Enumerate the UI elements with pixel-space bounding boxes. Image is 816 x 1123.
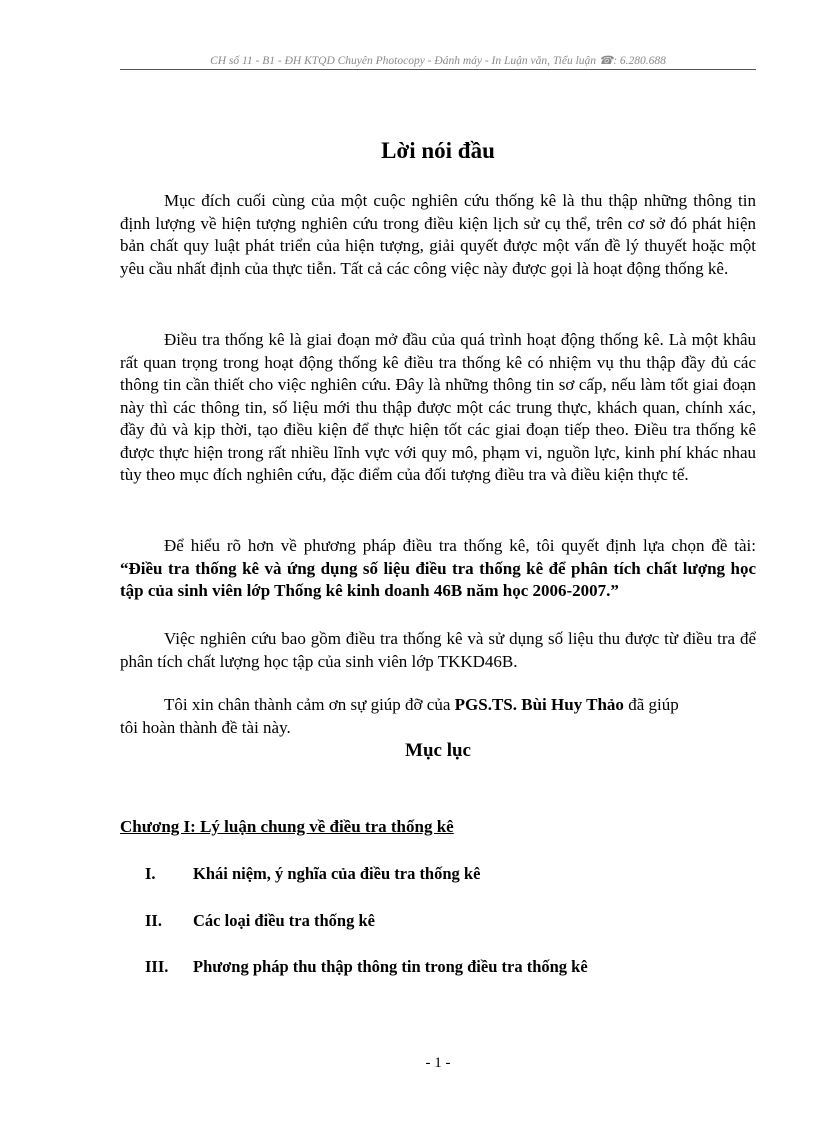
thanks-after: đã giúp <box>623 695 679 714</box>
toc-item-label: Phương pháp thu thập thông tin trong điều tra thống kê <box>193 957 588 976</box>
paragraph-survey: Điều tra thống kê là giai đoạn mở đầu của quá trình hoạt động thống kê. Là một khâu rất quan trọng trong hoạt động thống kê điều tra thống kê có nhiệm vụ thu thập đầy đủ các thông tin cần thiết cho việc nghiên cứu. Đây là những thông tin sơ cấp, nếu làm tốt giai đoạn này thì các thông tin, số liệu mới thu thập được một các trung thực, khách quan, chính xác, đầy đủ và kịp thời, tạo điều kiện để thực hiện tốt các giai đoạn tiếp theo. Điều tra thống kê được thực hiện trong rất nhiều lĩnh vực với quy mô, phạm vi, nguồn lực, kinh phí khác nhau tùy theo mục đích nghiên cứu, đặc điểm của đối tượng điều tra và điều kiện thực tế. <box>120 330 756 484</box>
page-title: Lời nói đầu <box>381 138 495 163</box>
toc-item-1 <box>145 864 480 884</box>
advisor-name: PGS.TS. Bùi Huy Thảo <box>454 695 624 714</box>
running-header: CH số 11 - B1 - ĐH KTQD Chuyên Photocopy - Đánh máy - In Luận văn, Tiểu luận ☎: 6.280.688 <box>210 55 666 67</box>
toc-item-label: Các loại điều tra thống kê <box>193 911 375 930</box>
paragraph-scope: Việc nghiên cứu bao gồm điều tra thống kê và sử dụng số liệu thu được từ điều tra để phân tích chất lượng học tập của sinh viên lớp TKKD46B. <box>120 629 756 671</box>
topic-title: “Điều tra thống kê và ứng dụng số liệu điều tra thống kê để phân tích chất lượng học tập của sinh viên lớp Thống kê kinh doanh 46B năm học 2006-2007.” <box>120 558 756 600</box>
toc-item-3 <box>145 957 588 977</box>
thanks-line2: tôi hoàn thành đề tài này. <box>120 717 291 737</box>
toc-item-number: I. <box>145 864 156 883</box>
thanks-before: Tôi xin chân thành cảm ơn sự giúp đỡ của <box>164 695 455 714</box>
toc-chapter-1: Chương I: Lý luận chung về điều tra thống kê <box>120 817 454 836</box>
toc-item-number: II. <box>145 911 162 930</box>
toc-item-label: Khái niệm, ý nghĩa của điều tra thống kê <box>193 864 481 883</box>
page-number: - 1 - <box>425 1055 451 1071</box>
toc-title: Mục lục <box>405 740 471 761</box>
header-rule <box>120 69 756 70</box>
topic-intro: Để hiểu rõ hơn về phương pháp điều tra thống kê, tôi quyết định lựa chọn đề tài: <box>164 536 756 555</box>
paragraph-thanks <box>120 694 756 739</box>
toc-item-2 <box>145 911 375 931</box>
paragraph-purpose: Mục đích cuối cùng của một cuộc nghiên cứu thống kê là thu thập những thông tin định lượng về hiện tượng nghiên cứu trong điều kiện lịch sử cụ thể, trên cơ sở đó phát hiện bản chất quy luật phát triển của hiện tượng, giải quyết được một vấn đề lý thuyết hoặc một yêu cầu nhất định của thực tiễn. Tất cả các công việc này được gọi là hoạt động thống kê. <box>120 191 756 278</box>
paragraph-topic <box>120 535 756 603</box>
toc-item-number: III. <box>145 957 169 976</box>
